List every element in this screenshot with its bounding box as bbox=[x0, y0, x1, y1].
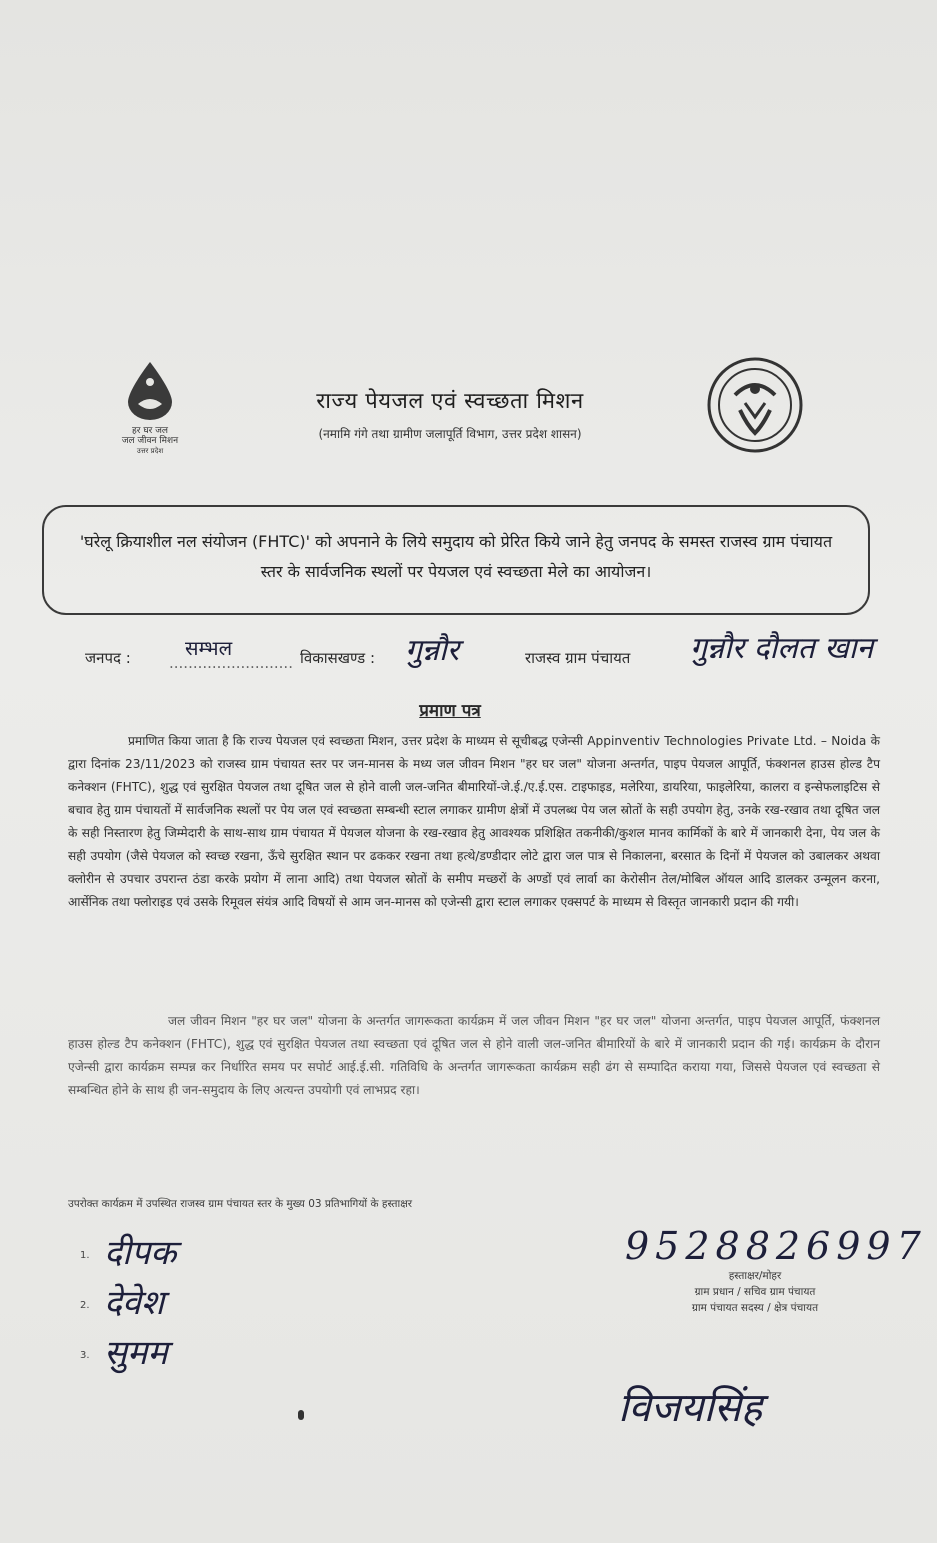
certificate-title: प्रमाण पत्र bbox=[419, 701, 481, 721]
certificate-paragraph-2: जल जीवन मिशन "हर घर जल" योजना के अन्तर्गत जागरूकता कार्यक्रम में जल जीवन मिशन "हर घर जल" योजना अन्तर्गत, पाइप पेयजल आपूर्ति, फंक्शनल हाउस होल्ड टैप कनेक्शन (FHTC), शुद्ध एवं सुरक्षित पेयजल तथा स्वच्छता एवं दूषित जल से होने वाली जल-जनित बीमारियों के बारे में जानकारी प्रदान की गई। कार्यक्रम के दौरान एजेन्सी द्वारा कार्यक्रम सम्पन्न कर निर्धारित समय पर सपोर्ट आई.ई.सी. गतिविधि के अन्तर्गत जागरूकता कार्यक्रम सही ढंग से सम्पादित कराया गया, जिससे पेयजल एवं स्वच्छता से सम्बन्धित होने के साथ ही जन-समुदाय के लिए अत्यन्त उपयोगी एवं लाभप्रद रहा। bbox=[68, 1014, 880, 1097]
certificate-paragraph-1: प्रमाणित किया जाता है कि राज्य पेयजल एवं स्वच्छता मिशन, उत्तर प्रदेश के माध्यम से सूचीबद्ध एजेन्सी Appinventiv Technologies Private Ltd. – Noida के द्वारा दिनांक 23/11/2023 को राजस्व ग्राम पंचायत स्तर पर जन-मानस के मध्य जल जीवन मिशन "हर घर जल" योजना अन्तर्गत, पाइप पेयजल आपूर्ति, फंक्शनल हाउस होल्ड टैप कनेक्शन (FHTC), शुद्ध एवं सुरक्षित पेयजल तथा दूषित जल से होने वाली जल-जनित बीमारियों-जे.ई./ए.ई.एस. टाइफाइड, मलेरिया, डायरिया, फाइलेरिया, कालरा व इन्सेफलाइटिस से बचाव हेतु ग्राम पंचायतों में सार्वजनिक स्थलों पर पेय जल एवं स्वच्छता सम्बन्धी स्टाल लगाकर ग्रामीण क्षेत्रों में उपलब्ध पेय जल स्रोतों के सही उपयोग हेतु, उनके रख-रखाव तथा दूषित जल के सही निस्तारण हेतु जिम्मेदारी के साथ-साथ ग्राम पंचायत में पेयजल योजना के रख-रखाव हेतु आवश्यक प्रशिक्षित तकनीकी/कुशल मानव कार्मिकों के बारे में जानकारी देना, पेय जल के सही उपयोग (जैसे पेयजल को स्वच्छ रखना, ऊँचे सुरक्षित स्थान पर ढककर रखना तथा हत्थे/डण्डीदार लोटे द्वारा जल पात्र से निकालना, बरसात के दिनों में पेयजल को उबालकर अथवा क्लोरीन से उपचार उपरान्त ठंडा करके प्रयोग में लाना आदि) तथा पेयजल स्रोतों के समीप मच्छरों के अण्डों एवं लार्वा का केरोसीन तेल/मोबिल ऑयल आदि डालकर उन्मूलन करना, आर्सेनिक तथा फ्लोराइड एवं उसके रिमूवल संयंत्र आदि विषयों से आम जन-मानस को एजेन्सी द्वारा स्टाल लगाकर एक्सपर्ट के माध्यम से विस्तृत जानकारी प्रदान की गयी। bbox=[68, 734, 880, 909]
block-value: गुन्नौर bbox=[405, 633, 460, 668]
logo-tagline-3: उत्तर प्रदेश bbox=[136, 447, 164, 455]
signature-row bbox=[80, 1278, 380, 1328]
water-drop-icon bbox=[120, 360, 180, 422]
signature-number: 2. bbox=[80, 1300, 90, 1311]
officer-line-2: ग्राम प्रधान / सचिव ग्राम पंचायत bbox=[694, 1286, 816, 1298]
panchayat-label: राजस्व ग्राम पंचायत bbox=[525, 649, 631, 667]
panchayat-value: गुन्नौर दौलत खान bbox=[690, 631, 874, 666]
jal-jeevan-mission-logo bbox=[105, 360, 195, 456]
officer-signature: विजयसिंह bbox=[618, 1385, 763, 1431]
district-dotted-line: .......................... bbox=[169, 654, 293, 672]
event-description-box: 'घरेलू क्रियाशील नल संयोजन (FHTC)' को अपनाने के लिये समुदाय को प्रेरित किये जाने हेतु जनपद के समस्त राजस्व ग्राम पंचायत स्तर के सार्वजनिक स्थलों पर पेयजल एवं स्वच्छता मेले का आयोजन। bbox=[42, 505, 870, 615]
district-value: सम्भल bbox=[185, 636, 233, 660]
logo-tagline-2: जल जीवन मिशन bbox=[121, 436, 179, 446]
signature-number: 1. bbox=[80, 1250, 90, 1261]
ink-mark bbox=[298, 1410, 304, 1420]
officer-stamp bbox=[640, 1268, 870, 1316]
block-label: विकासखण्ड : bbox=[300, 649, 376, 667]
participant-signatures bbox=[80, 1228, 380, 1378]
participant-signature: देवेश bbox=[104, 1283, 165, 1323]
signature-number: 3. bbox=[80, 1350, 90, 1361]
phone-number: 9528826997 bbox=[625, 1224, 927, 1268]
district-label: जनपद : bbox=[85, 649, 131, 667]
signature-row bbox=[80, 1228, 380, 1278]
page-subtitle: (नमामि गंगे तथा ग्रामीण जलापूर्ति विभाग, उत्तर प्रदेश शासन) bbox=[318, 427, 582, 441]
page-title: राज्य पेयजल एवं स्वच्छता मिशन bbox=[316, 389, 584, 414]
location-fields bbox=[85, 631, 937, 680]
logo-tagline-1: हर घर जल bbox=[132, 426, 168, 436]
participant-signature: सुमम bbox=[104, 1333, 168, 1373]
officer-line-1: हस्ताक्षर/मोहर bbox=[728, 1270, 782, 1282]
signature-row bbox=[80, 1328, 380, 1378]
participant-signature: दीपक bbox=[104, 1233, 177, 1273]
officer-line-3: ग्राम पंचायत सदस्य / क्षेत्र पंचायत bbox=[691, 1302, 819, 1314]
up-government-emblem-icon bbox=[705, 355, 805, 455]
participants-note: उपरोक्त कार्यक्रम में उपस्थित राजस्व ग्राम पंचायत स्तर के मुख्य 03 प्रतिभागियों के हस्ताक्षर bbox=[68, 1198, 413, 1210]
